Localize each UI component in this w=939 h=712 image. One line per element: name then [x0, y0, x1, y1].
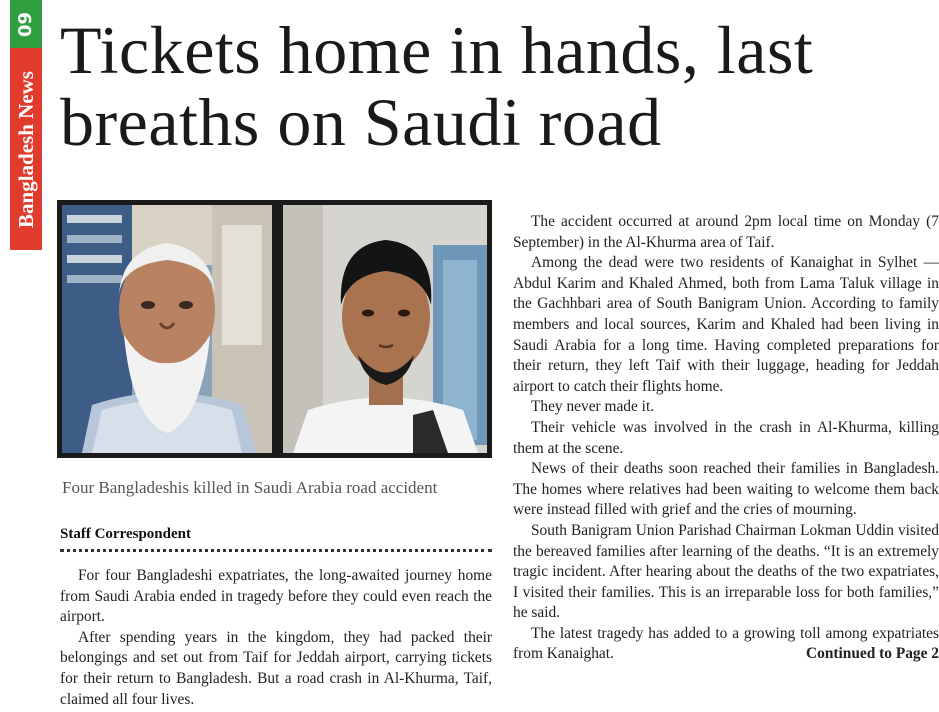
- paragraph: South Banigram Union Parishad Chairman Lokman Uddin visited the bereaved families after learning of the deaths. “It is an extremely tragic incident. After hearing about the deaths of the two expatriates, I visited their families. This is an irreparable loss for both families,” he said.: [513, 521, 939, 622]
- section-label: Bangladesh News: [13, 70, 38, 228]
- page-number: 09: [15, 11, 37, 37]
- article-column-left: [60, 566, 492, 710]
- paragraph-text: The latest tragedy has added to a growing toll among expatriates from Kanaighat.: [513, 624, 939, 663]
- portrait-photo-right: [283, 205, 487, 453]
- portrait-right-image: [283, 205, 487, 453]
- paragraph: The accident occurred at around 2pm local time on Monday (7 September) in the Al-Khurma area of Taif.: [513, 213, 939, 251]
- paragraph: After spending years in the kingdom, they had packed their belongings and set out from Taif for Jeddah airport, carrying tickets for their return to Bangladesh. But a road crash in Al-Khurma, Taif, claimed all four lives.: [60, 628, 492, 708]
- photo-frame: [57, 200, 492, 458]
- photo-caption: Four Bangladeshis killed in Saudi Arabia road accident: [62, 478, 438, 497]
- article-column-right: [513, 212, 939, 665]
- paragraph: Their vehicle was involved in the crash in Al-Khurma, killing them at the scene.: [513, 418, 939, 457]
- portrait-photo-left: [62, 205, 272, 453]
- page-number-badge: [10, 0, 42, 48]
- paragraph-last: [513, 624, 939, 665]
- paragraph: They never made it.: [531, 398, 655, 416]
- paragraph: Among the dead were two residents of Kanaighat in Sylhet — Abdul Karim and Khaled Ahmed, both from Lama Taluk village in the Gachhbari area of South Banigram Union. According to family members and local sources, Karim and Khaled had been living in Saudi Arabia for a long time. Having completed preparations for their return, they left Taif with their luggage, heading for Jeddah airport to catch their flights home.: [513, 254, 939, 395]
- paragraph: For four Bangladeshi expatriates, the long-awaited journey home from Saudi Arabia ended in tragedy before they could even reach the airport.: [60, 567, 492, 626]
- section-label-badge: [10, 48, 42, 250]
- paragraph: News of their deaths soon reached their families in Bangladesh. The homes where relatives had been waiting to welcome them back were instead filled with grief and the cries of mourning.: [513, 460, 939, 519]
- section-tab: [10, 0, 42, 250]
- headline: Tickets home in hands, last breaths on Saudi road: [60, 12, 814, 160]
- byline: Staff Correspondent: [60, 526, 492, 552]
- portrait-left-image: [62, 205, 272, 453]
- continued-link[interactable]: Continued to Page 2: [806, 645, 939, 663]
